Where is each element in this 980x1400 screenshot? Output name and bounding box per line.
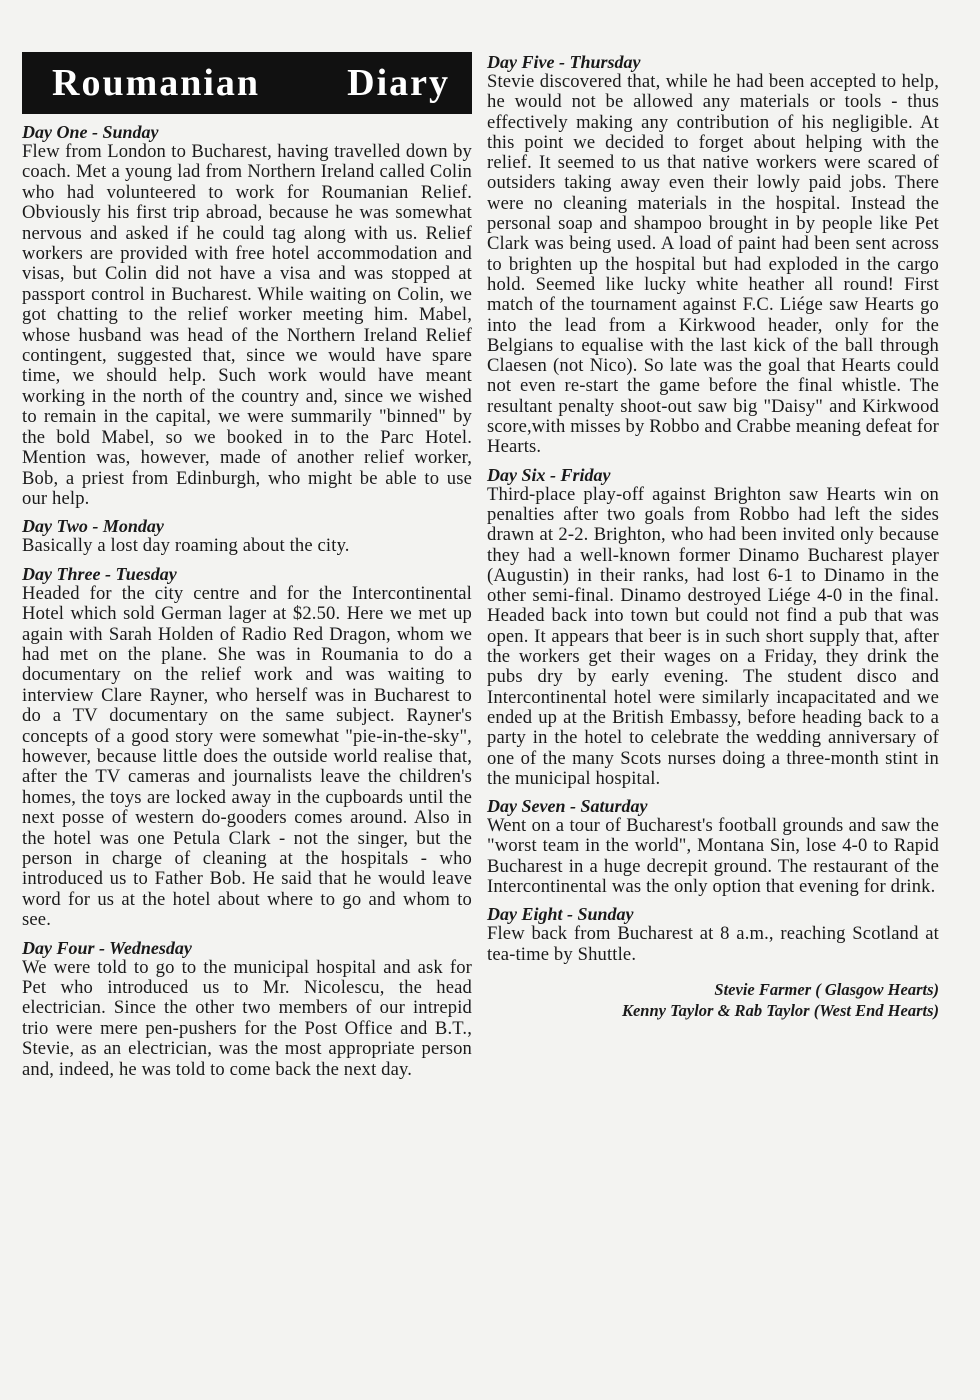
entry-heading: Day Eight - Sunday xyxy=(487,904,634,925)
diary-entry-day-three xyxy=(22,564,472,931)
entry-heading: Day Two - Monday xyxy=(22,516,164,537)
author-credits xyxy=(487,979,939,1021)
diary-entry-day-five xyxy=(487,52,939,458)
masthead-banner xyxy=(22,52,472,114)
credit-line: Stevie Farmer ( Glasgow Hearts) xyxy=(714,979,939,999)
entry-heading: Day Six - Friday xyxy=(487,464,611,485)
diary-entry-day-two xyxy=(22,516,472,556)
entry-body: Headed for the city centre and for the Intercontinental Hotel which sold German lager at $2.50. Here we met up again with Sarah Holden of Radio Red Dragon, whom we had met on the plane. She was in Roumania to do a documentary on the relief work and was waiting to interview Clare Rayner, who herself was in Bucharest to do a TV documentary on the same subject. Rayner's concepts of a good story were somewhat "pie-in-the-sky", however, because little does the outside world realise that, after the TV cameras and journalists leave the children's homes, the toys are locked away in the cupboards until the next posse of western do-gooders comes around. Also in the hotel was one Petula Clark - not the singer, but the person in charge of cleaning at the hospitals - who introduced us to Father Bob. He said that he would leave word for us at the hotel about where to go and whom to see. xyxy=(22,582,472,931)
entry-body: Basically a lost day roaming about the city. xyxy=(22,535,350,557)
entry-heading: Day Three - Tuesday xyxy=(22,563,177,584)
diary-entry-day-four xyxy=(22,938,472,1080)
entry-body: Third-place play-off against Brighton saw Hearts win on penalties after two goals from Robbo had left the sides drawn at 2-2. Brighton, who had been invited only because they had a well-known former Dinamo Bucharest player (Augustin) in their ranks, had lost 6-1 to Dinamo in the other semi-final. Dinamo destroyed Liége 4-0 in the final. Headed back into town but could not find a pub that was open. It appears that beer is in such short supply that, after the workers get their wages on a Friday, they drink the pubs dry by early evening. The student disco and Intercontinental hotel were similarly incapacitated and we ended up at the British Embassy, before heading back to a party in the hotel to celebrate the wedding anniversary of one of the many Scots nurses doing a three-month stint in the municipal hospital. xyxy=(487,483,939,789)
entry-heading: Day One - Sunday xyxy=(22,122,159,142)
entry-body: Flew from London to Bucharest, having travelled down by coach. Met a young lad from Northern Ireland called Colin who had volunteered to work for Roumanian Relief. Obviously his first trip abroad, because he was somewhat nervous and asked if he could tag along with us. Relief workers are provided with free hotel accommodation and visas, but Colin did not have a visa and was stopped at passport control in Bucharest. While waiting on Colin, we got chatting to the relief worker meeting him. Mabel, whose husband was head of the Northern Ireland Relief contingent, suggested that, since we would have spare time, we should help. Such work would have meant working in the north of the country and, since we wished to remain in the capital, we were summarily "binned" by the bold Mabel, so we booked in to the Parc Hotel. Mention was, however, made of another relief worker, Bob, a priest from Edinburgh, who might be able to use our help. xyxy=(22,141,472,509)
entry-heading: Day Five - Thursday xyxy=(487,52,641,72)
entry-body: Went on a tour of Bucharest's football grounds and saw the "worst team in the world", Montana Sin, lose 4-0 to Rapid Bucharest in a huge decrepit ground. The restaurant of the Intercontinental was the only option that evening for drink. xyxy=(487,815,939,897)
masthead-title-word1: Roumanian xyxy=(52,62,261,104)
diary-entry-day-seven xyxy=(487,796,939,897)
masthead-title-word2: Diary xyxy=(347,62,450,104)
diary-entry-day-eight xyxy=(487,904,939,965)
credit-line: Kenny Taylor & Rab Taylor (West End Hearts) xyxy=(621,1000,939,1020)
entry-heading: Day Four - Wednesday xyxy=(22,937,192,958)
right-column xyxy=(487,52,939,1021)
diary-entry-day-six xyxy=(487,465,939,789)
entry-body: Stevie discovered that, while he had been accepted to help, he would not be allowed any materials or tools - thus effectively making any contribution of his negligible. At this point we decided to forget about helping with the relief. It seemed to us that native workers were scared of outsiders taking away even their lowly paid jobs. There were no cleaning materials in the hospital. Instead the personal soap and shampoo brought in by people like Pet Clark was being used. A load of paint had been sent across to brighten up the hospital but had exploded in the cargo hold. Seemed like lucky white heather all round! First match of the tournament against F.C. Liége saw Hearts go into the lead from a Kirkwood header, only for the Belgians to equalise with the last kick of the ball through Claesen (not Nico). So late was the goal that Hearts could not even re-start the game before the final whistle. The resultant penalty shoot-out saw big "Daisy" and Kirkwood score,with misses by Robbo and Crabbe meaning defeat for Hearts. xyxy=(487,71,939,458)
entry-body: Flew back from Bucharest at 8 a.m., reaching Scotland at tea-time by Shuttle. xyxy=(487,923,939,965)
entry-body: We were told to go to the municipal hospital and ask for Pet who introduced us to Mr. Nicolescu, the head electrician. Since the other two members of our intrepid trio were mere pen-pushers for the Post Office and B.T., Stevie, as an electrician, was the most appropriate person and, indeed, he was told to come back the next day. xyxy=(22,956,472,1080)
diary-entry-day-one xyxy=(22,122,472,509)
entry-heading: Day Seven - Saturday xyxy=(487,796,648,817)
left-column xyxy=(22,52,472,1087)
